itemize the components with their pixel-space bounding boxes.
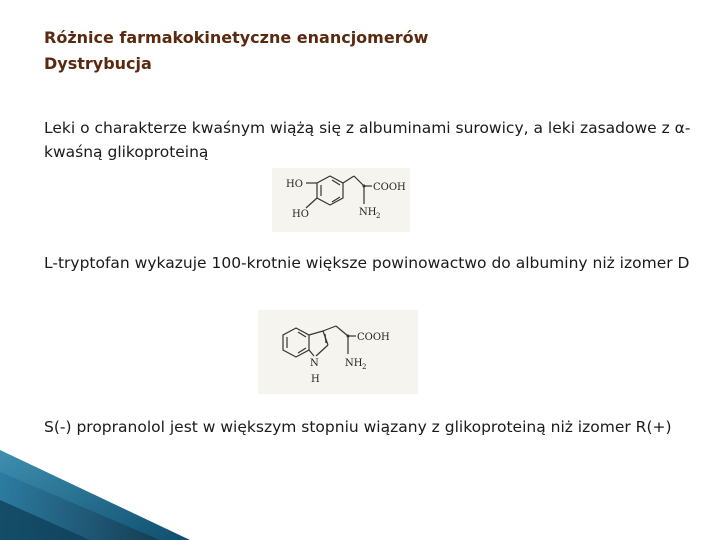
dopa-structure-image bbox=[272, 168, 410, 232]
dopa-label-ho-top: HO bbox=[286, 179, 303, 190]
trp-label-nh-sub: 2 bbox=[362, 363, 367, 371]
title-line-1: Różnice farmakokinetyczne enancjomerów bbox=[44, 28, 429, 47]
dopa-label-nh: NH bbox=[359, 207, 377, 218]
title-line-2: Dystrybucja bbox=[44, 54, 152, 73]
paragraph-propranolol: S(-) propranolol jest w większym stopniu wiązany z glikoproteiną niż izomer R(+) bbox=[44, 418, 672, 436]
tryptophan-structure-image bbox=[258, 310, 418, 394]
dopa-label-nh-sub: 2 bbox=[376, 212, 381, 220]
trp-label-n: N bbox=[310, 358, 319, 369]
trp-label-h: H bbox=[311, 374, 320, 385]
paragraph-acid-base-binding: Leki o charakterze kwaśnym wiążą się z albuminami surowicy, a leki zasadowe z α-kwaśną glikoproteiną bbox=[44, 119, 691, 161]
paragraph-tryptophan: L-tryptofan wykazuje 100-krotnie większe powinowactwo do albuminy niż izomer D bbox=[44, 254, 690, 272]
dopa-label-ho-bottom: HO bbox=[292, 209, 309, 220]
trp-label-cooh: COOH bbox=[357, 332, 390, 343]
dopa-label-cooh: COOH bbox=[373, 182, 406, 193]
trp-label-nh: NH bbox=[345, 358, 363, 369]
slide-title bbox=[44, 25, 428, 77]
decorative-corner-wave bbox=[0, 450, 190, 540]
